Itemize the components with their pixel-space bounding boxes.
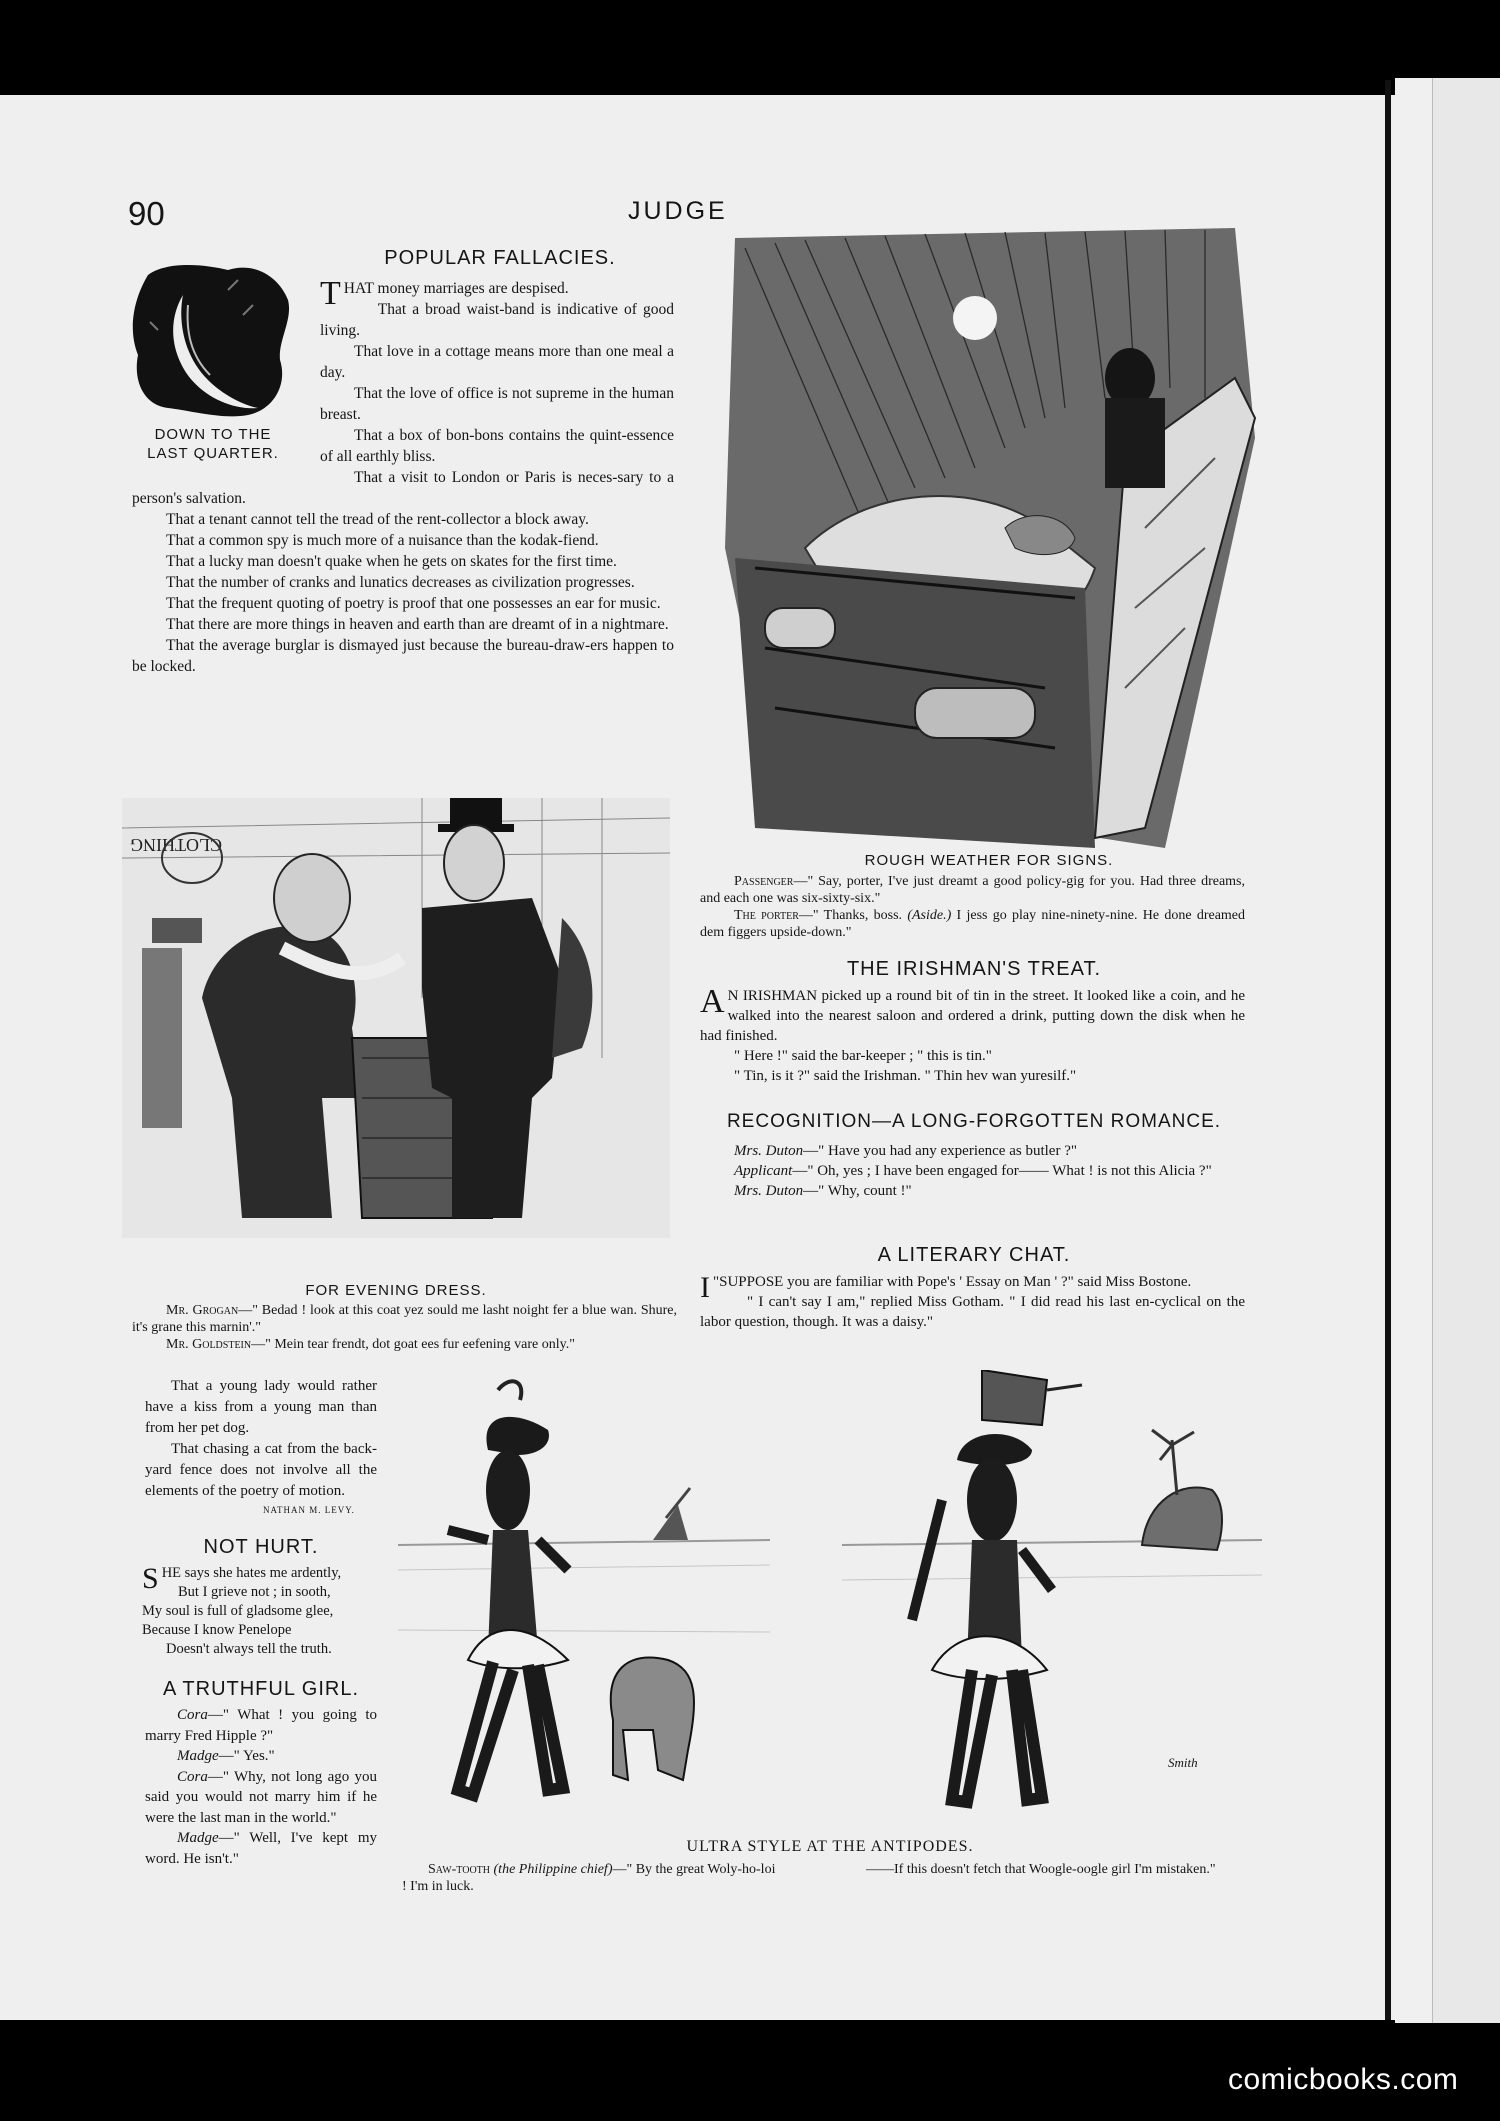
fallacy-8: That a common spy is much more of a nuisance than the kodak-fiend. [166, 532, 599, 549]
duton-speaker-1: Mrs. Duton [734, 1143, 804, 1159]
sawtooth-left-line: —" By the great Woly-ho-loi ! I'm in luck. [402, 1862, 776, 1894]
popular-fallacies-title: POPULAR FALLACIES. [384, 247, 616, 269]
literary-drop-cap: I [700, 1271, 710, 1304]
not-hurt-drop-cap: S [142, 1562, 159, 1595]
fallacy-12: That there are more things in heaven and earth than are dreamt of in a nightmare. [166, 616, 669, 633]
fallacies-author: NATHAN M. LEVY. [263, 1505, 355, 1515]
truthful-girl-title: A TRUTHFUL GIRL. [162, 1678, 360, 1700]
fallacy-13: That the average burglar is dismayed just because the bureau-draw-ers happen to be locked. [132, 637, 674, 675]
moon-vignette-caption [128, 425, 298, 463]
passenger-speaker: Passenger [734, 874, 794, 889]
irishman-drop-cap: A [700, 983, 725, 1020]
ultra-style-title: ULTRA STYLE AT THE ANTIPODES. [686, 1838, 974, 1855]
truthful-line-3: —" Why, not long ago you said you would not marry him if he were the last man in the world." [145, 1768, 377, 1826]
truthful-speaker-2: Madge [177, 1748, 219, 1764]
next-page-edge-2 [1432, 78, 1500, 2023]
recognition-title: RECOGNITION—A LONG-FORGOTTEN ROMANCE. [726, 1111, 1222, 1132]
fallacy-6: That a visit to London or Paris is neces-sary to a person's salvation. [132, 469, 674, 507]
irishman-p2: " Here !" said the bar-keeper ; " this is tin." [734, 1048, 992, 1064]
fallacy-14: That a young lady would rather have a kiss from a young man than from her pet dog. [145, 1378, 377, 1436]
recognition-line-3: —" Why, count !" [803, 1183, 912, 1199]
site-watermark: comicbooks.com [1228, 2063, 1459, 2096]
ultra-style-caption-left [402, 1861, 782, 1895]
rough-weather-caption [700, 873, 1245, 941]
masthead: JUDGE [628, 197, 728, 225]
literary-open-quote: " [713, 1274, 720, 1290]
truthful-speaker-1: Cora [177, 1707, 208, 1723]
fallacy-3: That love in a cottage means more than one meal a day. [320, 343, 674, 381]
literary-p1: SUPPOSE you are familiar with Pope's ' Essay on Man ' ?" said Miss Bostone. [719, 1274, 1192, 1290]
chief-wearing-chair-illustration [842, 1370, 1262, 1830]
artist-signature: Smith [1168, 1755, 1198, 1770]
not-hurt-line-1: HE says she hates me ardently, [161, 1565, 342, 1581]
fallacy-4: That the love of office is not supreme in the human breast. [320, 385, 674, 423]
sawtooth-note: (the Philippine chief) [493, 1862, 613, 1877]
porter-line-b: I jess go play nine-ninety-nine. He done dreamed dem figgers upside-down." [700, 908, 1246, 940]
recognition-line-1: —" Have you had any experience as butler ?" [803, 1143, 1077, 1159]
truthful-line-4: —" Well, I've kept my word. He isn't." [145, 1830, 377, 1867]
popular-fallacies-top [320, 275, 674, 467]
literary-p2: " I can't say I am," replied Miss Gotham. " I did read his last en-cyclical on the labor question, though. It was a daisy." [700, 1294, 1245, 1330]
irishman-p1: N IRISHMAN picked up a round bit of tin in the street. It looked like a coin, and he walked into the nearest saloon and ordered a drink, putting down the disk when he had finished. [700, 988, 1245, 1044]
porter-line-a: —" Thanks, boss. [798, 908, 903, 923]
fallacy-7: That a tenant cannot tell the tread of the rent-collector a block away. [166, 511, 589, 528]
truthful-line-1: —" What ! you going to marry Fred Hipple ?" [145, 1707, 377, 1744]
page-spine [1385, 80, 1391, 2020]
goldstein-speaker: Mr. Goldstein [166, 1337, 252, 1352]
not-hurt-line-5: Doesn't always tell the truth. [166, 1641, 332, 1657]
fallacy-9: That a lucky man doesn't quake when he gets on skates for the first time. [166, 553, 617, 570]
fallacy-15: That chasing a cat from the back-yard fence does not involve all the elements of the poetry of motion. [145, 1441, 377, 1499]
recognition-text [700, 1141, 1245, 1201]
fallacy-11: That the frequent quoting of poetry is proof that one possesses an ear for music. [166, 595, 661, 612]
literary-chat-title: A LITERARY CHAT. [877, 1244, 1071, 1266]
not-hurt-poem [142, 1564, 382, 1659]
porter-speaker: The porter [734, 908, 799, 923]
moon-caption-line2: LAST QUARTER. [147, 445, 279, 462]
truthful-speaker-3: Cora [177, 1768, 208, 1785]
porter-aside: (Aside.) [907, 908, 952, 923]
sleeping-car-illustration [715, 228, 1263, 848]
grogan-line: —" Bedad ! look at this coat yez sould me lasht noight fer a blue wan. Shure, it's grane this marnin'." [132, 1303, 677, 1335]
moon-caption-line1: DOWN TO THE [154, 426, 272, 443]
sawtooth-speaker: Saw-tooth [428, 1862, 491, 1877]
applicant-speaker: Applicant [734, 1163, 793, 1179]
evening-dress-title: FOR EVENING DRESS. [305, 1282, 487, 1299]
recognition-line-2: —" Oh, yes ; I have been engaged for—— What ! is not this Alicia ?" [792, 1163, 1212, 1179]
evening-dress-caption [132, 1302, 677, 1353]
fallacies-drop-cap: T [320, 275, 341, 312]
not-hurt-title: NOT HURT. [203, 1536, 319, 1558]
not-hurt-line-4: Because I know Penelope [142, 1622, 292, 1638]
rough-weather-title: ROUGH WEATHER FOR SIGNS. [864, 852, 1114, 869]
duton-speaker-2: Mrs. Duton [734, 1183, 804, 1199]
ultra-style-caption-right [840, 1861, 1250, 1878]
truthful-line-2: —" Yes." [218, 1748, 275, 1764]
sawtooth-right-line: ——If this doesn't fetch that Woogle-oogle girl I'm mistaken." [866, 1862, 1216, 1877]
fallacy-2: That a broad waist-band is indicative of good living. [320, 301, 674, 339]
irishman-text [700, 983, 1245, 1086]
not-hurt-line-3: My soul is full of gladsome glee, [142, 1603, 334, 1619]
fallacy-1: HAT money marriages are despised. [343, 280, 569, 297]
not-hurt-line-2: But I grieve not ; in sooth, [178, 1584, 331, 1600]
chief-with-chair-illustration [398, 1370, 770, 1830]
irishman-title: THE IRISHMAN'S TREAT. [846, 958, 1102, 980]
truthful-speaker-4: Madge [177, 1830, 219, 1846]
truthful-girl-text [145, 1705, 377, 1869]
literary-chat-text [700, 1272, 1245, 1332]
fallacies-continued [145, 1376, 377, 1502]
fallacy-10: That the number of cranks and lunatics decreases as civilization progresses. [166, 574, 635, 591]
fallacy-5: That a box of bon-bons contains the quint-essence of all earthly bliss. [320, 427, 674, 465]
clothing-sign: CLOTHING [130, 835, 222, 855]
grogan-speaker: Mr. Grogan [166, 1303, 239, 1318]
moon-vignette-illustration [128, 260, 293, 420]
irishman-p3: " Tin, is it ?" said the Irishman. " Thin hev wan yuresilf." [734, 1068, 1077, 1084]
goldstein-line: —" Mein tear frendt, dot goat ees fur eefening vare only." [251, 1337, 575, 1352]
clothing-store-illustration [122, 798, 670, 1238]
popular-fallacies-bottom [132, 467, 674, 677]
passenger-line: —" Say, porter, I've just dreamt a good policy-gig for you. Had three dreams, and each one was six-sixty-six." [700, 874, 1245, 906]
page-number: 90 [128, 195, 165, 232]
